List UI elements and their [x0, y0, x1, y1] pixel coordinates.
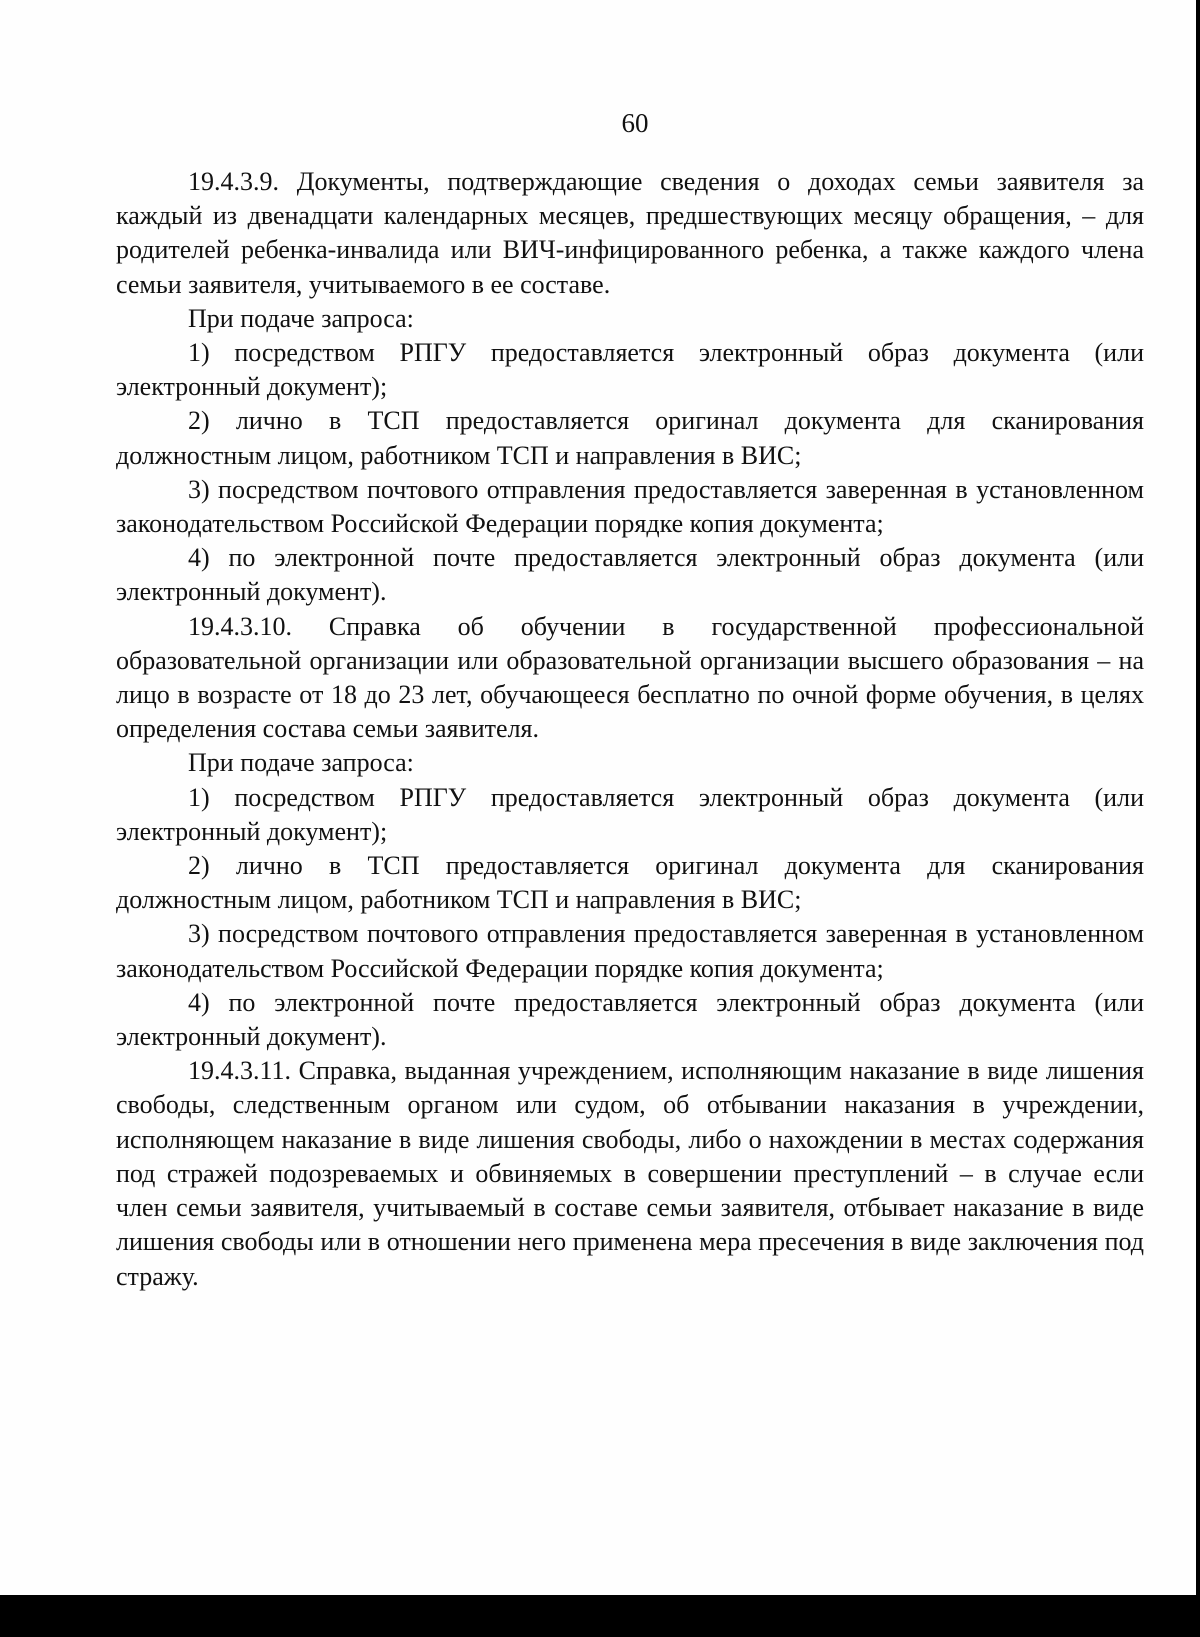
document-body [116, 165, 1144, 1294]
scan-edge-right [1196, 0, 1200, 1637]
paragraph-request-intro: При подаче запроса: [188, 748, 414, 778]
paragraph-19-4-3-9: 19.4.3.9. Документы, подтверждающие сведения о доходах семьи заявителя за каждый из двенадцати календарных месяцев, предшествующих месяцу обращения, – для родителей ребенка-инвалида или ВИЧ-инфицированного ребенка, а также каждого члена семьи заявителя, учитываемого в ее составе. [116, 167, 1144, 299]
paragraph-19-4-3-10: 19.4.3.10. Справка об обучении в государственной профессиональной образовательной организации или образовательной организации высшего образования – на лицо в возрасте от 18 до 23 лет, обучающееся бесплатно по очной форме обучения, в целях определения состава семьи заявителя. [116, 611, 1144, 744]
paragraph-request-intro: При подаче запроса: [188, 303, 414, 333]
paragraph-item-2: 2) лично в ТСП предоставляется оригинал документа для сканирования должностным лицом, работником ТСП и направления в ВИС; [116, 406, 1144, 470]
paragraph-item-1: 1) посредством РПГУ предоставляется электронный образ документа (или электронный документ); [116, 338, 1144, 402]
paragraph-item-3: 3) посредством почтового отправления предоставляется заверенная в установленном законодательством Российской Федерации порядке копия документа; [116, 474, 1144, 539]
paragraph-item-3: 3) посредством почтового отправления предоставляется заверенная в установленном законодательством Российской Федерации порядке копия документа; [116, 919, 1144, 983]
page-number: 60 [621, 108, 649, 138]
paragraph-item-4: 4) по электронной почте предоставляется электронный образ документа (или электронный документ). [116, 543, 1144, 607]
paragraph-item-2: 2) лично в ТСП предоставляется оригинал документа для сканирования должностным лицом, работником ТСП и направления в ВИС; [116, 851, 1144, 915]
scan-edge-bottom [0, 1595, 1200, 1637]
paragraph-item-4: 4) по электронной почте предоставляется электронный образ документа (или электронный документ). [116, 987, 1144, 1052]
paragraph-19-4-3-11: 19.4.3.11. Справка, выданная учреждением, исполняющим наказание в виде лишения свободы, следственным органом или судом, об отбывании наказания в учреждении, исполняющем наказание в виде лишения свободы, либо о нахождении в местах содержания под стражей подозреваемых и обвиняемых в совершении преступлений – в случае если член семьи заявителя, учитываемый в составе семьи заявителя, отбывает наказание в виде лишения свободы или в отношении него применена мера пресечения в виде заключения под стражу. [116, 1056, 1144, 1291]
paragraph-item-1: 1) посредством РПГУ предоставляется электронный образ документа (или электронный документ); [116, 782, 1144, 846]
